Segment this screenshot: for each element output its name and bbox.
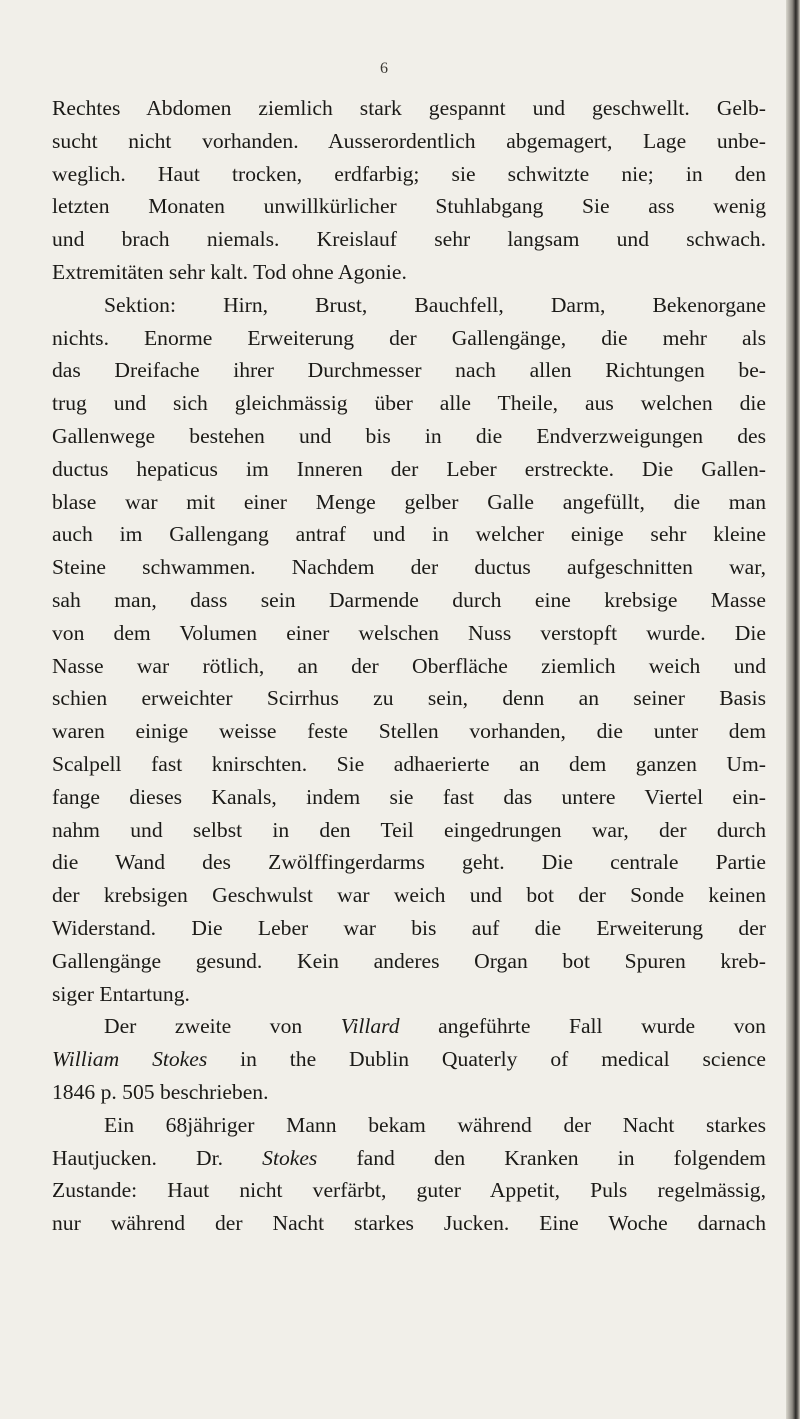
text-line: Rechtes Abdomen ziemlich stark gespannt und geschwellt. Gelb- [52, 96, 766, 120]
text-line: schien erweichter Scirrhus zu sein, denn an seiner Basis [52, 686, 766, 711]
text-run: Der zweite von [104, 1014, 341, 1039]
text-line: Scalpell fast knirschten. Sie adhaerierte an dem ganzen Um- [52, 751, 766, 776]
text-line: fange dieses Kanals, indem sie fast das untere Viertel ein- [52, 784, 766, 809]
text-line: Gallengänge gesund. Kein anderes Organ bot Spuren kreb- [52, 948, 766, 973]
text-line: letzten Monaten unwillkürlicher Stuhlabgang Sie ass wenig [52, 194, 766, 219]
text-line: Steine schwammen. Nachdem der ductus aufgeschnitten war, [52, 555, 766, 580]
text-line [52, 1142, 766, 1175]
text-line: Sektion: Hirn, Brust, Bauchfell, Darm, Bekenorgane [104, 292, 766, 317]
text-line: Extremitäten sehr kalt. Tod ohne Agonie. [52, 259, 407, 284]
paragraph-1 [52, 92, 766, 289]
text-line [52, 1043, 766, 1076]
text-run: in the Dublin Quaterly of medical science [207, 1047, 766, 1072]
text-line: waren einige weisse feste Stellen vorhanden, die unter dem [52, 719, 766, 744]
text-line: trug und sich gleichmässig über alle Theile, aus welchen die [52, 391, 766, 416]
text-line: weglich. Haut trocken, erdfarbig; sie schwitzte nie; in den [52, 161, 766, 186]
text-line: blase war mit einer Menge gelber Galle angefüllt, die man [52, 489, 766, 514]
text-line: nur während der Nacht starkes Jucken. Eine Woche darnach [52, 1211, 766, 1236]
text-line: und brach niemals. Kreislauf sehr langsam und schwach. [52, 227, 766, 252]
body-text [52, 92, 766, 1240]
text-line: Nasse war rötlich, an der Oberfläche ziemlich weich und [52, 653, 766, 678]
text-line: der krebsigen Geschwulst war weich und bot der Sonde keinen [52, 883, 766, 908]
text-run: angeführte Fall wurde von [399, 1014, 766, 1039]
text-line: nahm und selbst in den Teil eingedrungen war, der durch [52, 817, 766, 842]
text-run: Hautjucken. Dr. [52, 1145, 263, 1170]
text-line: 1846 p. 505 beschrieben. [52, 1079, 269, 1104]
text-line: nichts. Enorme Erweiterung der Gallengänge, die mehr als [52, 325, 766, 350]
author-name: William Stokes [52, 1047, 208, 1072]
text-line: siger Entartung. [52, 981, 190, 1006]
text-line: das Dreifache ihrer Durchmesser nach allen Richtungen be- [52, 358, 766, 383]
text-line: sah man, dass sein Darmende durch eine krebsige Masse [52, 587, 766, 612]
text-line: sucht nicht vorhanden. Ausserordentlich abgemagert, Lage unbe- [52, 128, 766, 153]
paragraph-sektion [52, 289, 766, 1011]
text-line [52, 1010, 766, 1043]
paragraph-villard [52, 1010, 766, 1108]
text-line: von dem Volumen einer welschen Nuss verstopft wurde. Die [52, 620, 766, 645]
text-line: Ein 68jähriger Mann bekam während der Nacht starkes [104, 1112, 766, 1137]
author-name: Villard [340, 1014, 400, 1039]
text-line: Widerstand. Die Leber war bis auf die Erweiterung der [52, 915, 766, 940]
page-edge-shadow [786, 0, 800, 1419]
text-line: ductus hepaticus im Inneren der Leber erstreckte. Die Gallen- [52, 456, 766, 481]
paragraph-case [52, 1109, 766, 1240]
text-line: auch im Gallengang antraf und in welcher einige sehr kleine [52, 522, 766, 547]
text-run: fand den Kranken in folgendem [317, 1145, 766, 1170]
text-line: Zustande: Haut nicht verfärbt, guter Appetit, Puls regelmässig, [52, 1178, 766, 1203]
page-number: 6 [380, 60, 388, 77]
text-line: Gallenwege bestehen und bis in die Endverzweigungen des [52, 423, 766, 448]
text-line: die Wand des Zwölffingerdarms geht. Die centrale Partie [52, 850, 766, 875]
author-name: Stokes [262, 1145, 318, 1170]
